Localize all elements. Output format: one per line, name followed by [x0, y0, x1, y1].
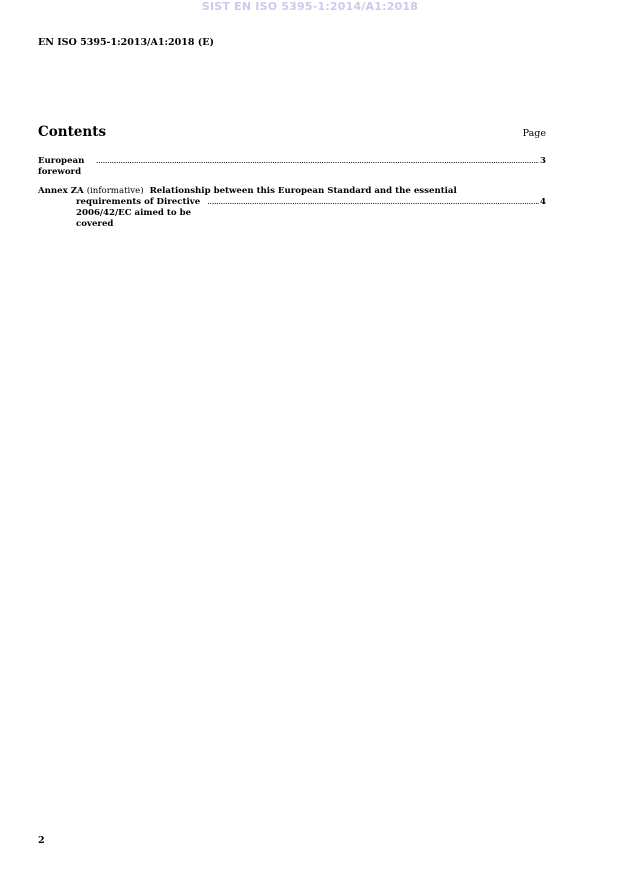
page-column-label: Page — [522, 128, 546, 139]
toc-dot-leader — [96, 156, 539, 167]
watermark: SIST EN ISO 5395-1:2014/A1:2018 — [201, 0, 419, 13]
document-reference: EN ISO 5395-1:2013/A1:2018 (E) — [38, 37, 214, 48]
toc-dot-leader — [207, 197, 539, 208]
toc-entry-page: 3 — [540, 156, 546, 166]
toc-entry-page: 4 — [540, 197, 546, 207]
table-of-contents — [38, 156, 546, 230]
toc-annex-qualifier: (informative) — [86, 186, 144, 196]
toc-entry-european-foreword[interactable] — [38, 156, 546, 178]
toc-entry-title-line-2: requirements of Directive 2006/42/EC aimed to be covered — [76, 197, 201, 229]
toc-annex-label: Annex ZA — [38, 186, 84, 196]
toc-entry-line-2 — [38, 197, 546, 230]
toc-entry-line-1 — [38, 186, 546, 197]
toc-entry-title: European foreword — [38, 156, 85, 177]
page-number: 2 — [38, 835, 45, 846]
toc-entry-annex-za[interactable] — [38, 186, 546, 230]
contents-heading: Contents — [38, 124, 107, 140]
toc-entry-title-line-1: Relationship between this European Standard and the essential — [149, 186, 457, 196]
